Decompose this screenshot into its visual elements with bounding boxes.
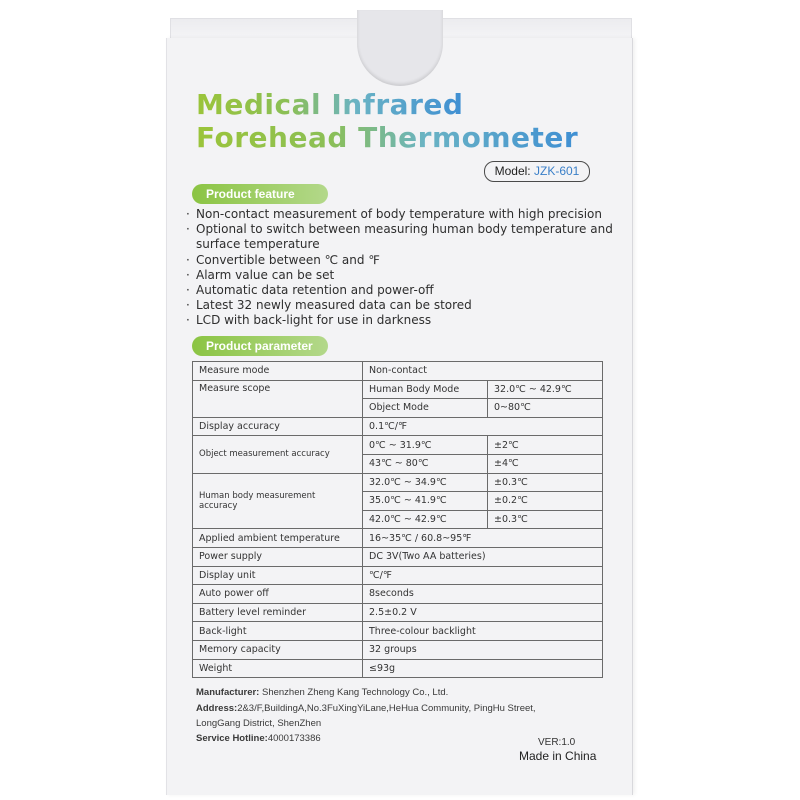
param-label: Back-light <box>193 622 363 641</box>
param-value: 32 groups <box>363 640 603 659</box>
version-label: VER:1.0 <box>538 737 576 748</box>
param-label: Display unit <box>193 566 363 585</box>
param-value: ≤93g <box>363 659 603 678</box>
param-value: 32.0℃ ~ 42.9℃ <box>488 380 603 399</box>
address-line <box>196 703 536 714</box>
param-value: 2.5±0.2 V <box>363 603 603 622</box>
feature-item: · Optional to switch between measuring human body temperature and <box>186 222 626 237</box>
table-row <box>193 529 603 548</box>
hotline-line <box>196 733 321 744</box>
table-row <box>193 380 603 399</box>
table-row <box>193 362 603 381</box>
param-value: ±0.3℃ <box>488 510 603 529</box>
param-mode: Object Mode <box>363 399 488 418</box>
param-value: 0~80℃ <box>488 399 603 418</box>
model-badge <box>484 161 590 182</box>
param-label: Human body measurement accuracy <box>193 473 363 529</box>
param-range: 32.0℃ ~ 34.9℃ <box>363 473 488 492</box>
table-row <box>193 436 603 455</box>
manufacturer-line <box>196 687 448 698</box>
product-title-line1: Medical Infrared <box>196 88 464 121</box>
product-title-line2: Forehead Thermometer <box>196 121 579 154</box>
feature-item: · Convertible between ℃ and ℉ <box>186 253 626 268</box>
table-row <box>193 417 603 436</box>
table-row <box>193 622 603 641</box>
param-label: Applied ambient temperature <box>193 529 363 548</box>
manufacturer-value: Shenzhen Zheng Kang Technology Co., Ltd. <box>261 687 449 698</box>
param-mode: Human Body Mode <box>363 380 488 399</box>
model-value: JZK-601 <box>534 164 580 178</box>
address-line-2: LongGang District, ShenZhen <box>196 718 322 729</box>
param-range: 42.0℃ ~ 42.9℃ <box>363 510 488 529</box>
param-value: Non-contact <box>363 362 603 381</box>
param-value: ±4℃ <box>488 454 603 473</box>
param-value: 16~35℃ / 60.8~95℉ <box>363 529 603 548</box>
table-row <box>193 603 603 622</box>
feature-item-continued: surface temperature <box>196 237 320 252</box>
model-label: Model: <box>494 164 531 178</box>
table-row <box>193 659 603 678</box>
hotline-value: 4000173386 <box>267 733 321 744</box>
table-row <box>193 640 603 659</box>
param-value: ±0.3℃ <box>488 473 603 492</box>
param-range: 35.0℃ ~ 41.9℃ <box>363 492 488 511</box>
feature-item: · Alarm value can be set <box>186 268 626 283</box>
address-label: Address: <box>196 703 238 714</box>
param-label: Display accuracy <box>193 417 363 436</box>
param-range: 43℃ ~ 80℃ <box>363 454 488 473</box>
param-label: Battery level reminder <box>193 603 363 622</box>
param-value: Three-colour backlight <box>363 622 603 641</box>
product-feature-tag: Product feature <box>192 184 328 204</box>
manufacturer-label: Manufacturer: <box>196 687 260 698</box>
param-label: Object measurement accuracy <box>193 436 363 473</box>
param-label: Measure mode <box>193 362 363 381</box>
table-row <box>193 473 603 492</box>
table-row <box>193 547 603 566</box>
param-value: 0.1℃/℉ <box>363 417 603 436</box>
param-label: Memory capacity <box>193 640 363 659</box>
product-parameter-tag: Product parameter <box>192 336 328 356</box>
address-value: 2&3/F,BuildingA,No.3FuXingYiLane,HeHua Community, PingHu Street, <box>237 703 536 714</box>
feature-item: · LCD with back-light for use in darkness <box>186 313 626 328</box>
param-label: Measure scope <box>193 380 363 417</box>
feature-item: · Automatic data retention and power-off <box>186 283 626 298</box>
param-label: Weight <box>193 659 363 678</box>
feature-list <box>186 207 626 329</box>
param-value: 8seconds <box>363 585 603 604</box>
param-value: DC 3V(Two AA batteries) <box>363 547 603 566</box>
table-row <box>193 566 603 585</box>
feature-item: · Non-contact measurement of body temperature with high precision <box>186 207 626 222</box>
param-value: ℃/℉ <box>363 566 603 585</box>
hotline-label: Service Hotline: <box>196 733 268 744</box>
param-value: ±2℃ <box>488 436 603 455</box>
param-label: Power supply <box>193 547 363 566</box>
parameter-table <box>192 361 603 678</box>
param-value: ±0.2℃ <box>488 492 603 511</box>
param-range: 0℃ ~ 31.9℃ <box>363 436 488 455</box>
feature-item: · Latest 32 newly measured data can be stored <box>186 298 626 313</box>
param-label: Auto power off <box>193 585 363 604</box>
origin-label: Made in China <box>519 749 597 763</box>
table-row <box>193 585 603 604</box>
